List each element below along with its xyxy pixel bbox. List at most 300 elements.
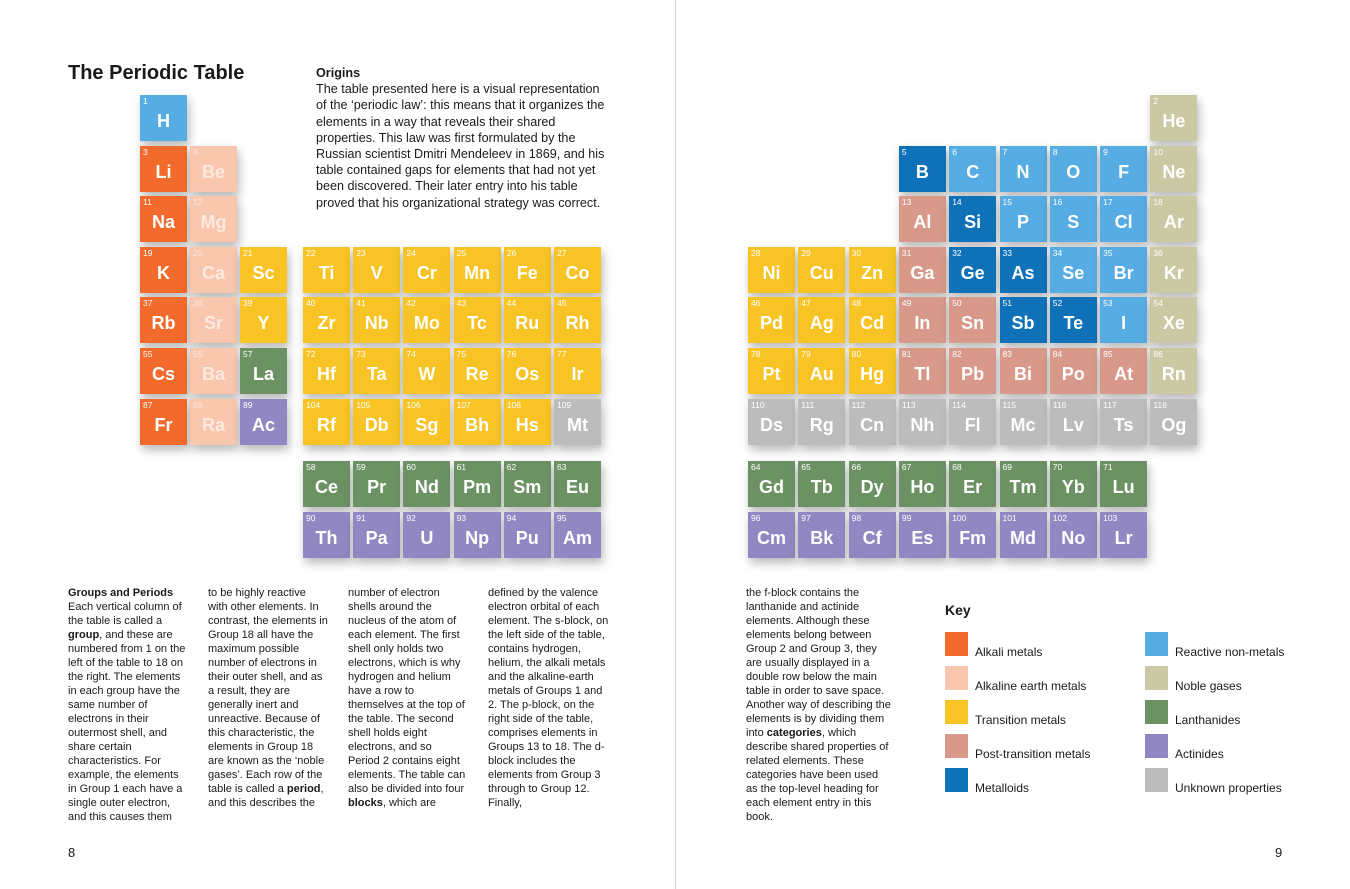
atomic-number: 74 (406, 349, 416, 359)
key-item-unknown (1145, 768, 1335, 795)
element-symbol: Sm (513, 477, 542, 497)
element-symbol: Ru (515, 313, 540, 334)
element-symbol: Ar (1163, 212, 1184, 233)
element-rf (303, 399, 350, 445)
element-na (140, 196, 187, 242)
atomic-number: 111 (801, 399, 815, 410)
atomic-number: 116 (1052, 399, 1067, 410)
element-symbol: Os (515, 364, 540, 384)
atomic-number: 5 (901, 146, 907, 157)
atomic-number: 23 (356, 247, 366, 258)
atomic-number: 35 (1103, 247, 1113, 258)
element-p (1000, 196, 1047, 242)
element-sb (1000, 297, 1047, 343)
atomic-number: 24 (406, 247, 416, 258)
key-swatch (945, 700, 968, 724)
atomic-number: 105 (356, 399, 371, 410)
atomic-number: 18 (1153, 197, 1163, 208)
element-symbol: Ds (759, 414, 783, 435)
key-swatch (945, 632, 968, 656)
key-swatch (945, 768, 968, 792)
element-w (403, 348, 450, 394)
element-al (899, 196, 946, 242)
atomic-number: 9 (1103, 146, 1108, 157)
key-label: Alkaline earth metals (975, 679, 1087, 693)
atomic-number: 55 (143, 349, 153, 359)
atomic-number: 84 (1052, 349, 1063, 359)
atomic-number: 27 (557, 247, 567, 258)
element-mg (190, 196, 237, 242)
element-zr (303, 297, 350, 343)
atomic-number: 30 (851, 247, 862, 258)
element-symbol: Pt (762, 364, 781, 384)
atomic-number: 33 (1002, 247, 1012, 258)
atomic-number: 26 (506, 247, 517, 258)
atomic-number: 34 (1052, 247, 1063, 258)
element-tl (899, 348, 946, 394)
element-pu (504, 512, 551, 558)
element-o (1050, 146, 1097, 192)
element-symbol: As (1011, 262, 1035, 283)
atomic-number: 91 (356, 512, 366, 523)
element-symbol: Cr (416, 262, 437, 283)
element-la (240, 348, 287, 394)
element-symbol: Mt (567, 414, 588, 435)
element-cd (849, 297, 896, 343)
element-symbol: Ra (201, 414, 225, 435)
element-symbol: Bi (1014, 364, 1032, 384)
element-sn (949, 297, 996, 343)
atomic-number: 113 (901, 399, 916, 410)
element-cf (849, 512, 896, 558)
element-symbol: Cn (860, 414, 885, 435)
element-symbol: K (157, 262, 170, 283)
element-symbol: Pu (515, 527, 539, 548)
element-symbol: Og (1161, 414, 1187, 435)
element-symbol: Cl (1114, 212, 1133, 233)
atomic-number: 75 (456, 349, 467, 359)
element-ru (504, 297, 551, 343)
element-rg (798, 399, 845, 445)
origins-section (316, 65, 612, 211)
atomic-number: 86 (1153, 349, 1163, 359)
atomic-number: 53 (1103, 298, 1113, 309)
element-symbol: Te (1063, 313, 1084, 334)
atomic-number: 108 (506, 399, 521, 410)
element-symbol: Th (315, 527, 338, 548)
key-item-alkali (945, 632, 1135, 659)
element-gd (748, 461, 795, 507)
atomic-number: 89 (243, 399, 253, 410)
element-ra (190, 399, 237, 445)
element-symbol: Rn (1161, 364, 1186, 384)
element-symbol: I (1121, 313, 1127, 334)
element-symbol: Xe (1162, 313, 1185, 334)
element-symbol: Bh (465, 414, 490, 435)
atomic-number: 29 (801, 247, 811, 258)
atomic-number: 68 (952, 462, 962, 472)
text-column-5: the f-block contains the lanthanide and actinide elements. Although these elements belong between Group 2 and Group 3, they are usually displayed in a double row below the main table in order to save space. Another way of describing the elements is by dividing them into categories, which describe shared properties of related elements. These categories have been used as the top-level heading for each element entry in this book. (746, 587, 891, 823)
element-y (240, 297, 287, 343)
element-symbol: Nh (910, 414, 935, 435)
element-symbol: B (915, 161, 929, 182)
element-symbol: N (1016, 161, 1030, 182)
element-mc (1000, 399, 1047, 445)
atomic-number: 61 (456, 462, 467, 472)
element-symbol: Hf (317, 364, 336, 384)
atomic-number: 36 (1153, 247, 1163, 258)
element-cr (403, 247, 450, 293)
element-pd (748, 297, 795, 343)
key-swatch (945, 734, 968, 758)
element-fe (504, 247, 551, 293)
key-swatch (1145, 632, 1168, 656)
element-symbol: Rh (565, 313, 590, 334)
atomic-number: 87 (143, 399, 153, 410)
key-title: Key (945, 602, 971, 618)
element-fl (949, 399, 996, 445)
element-symbol: Ba (201, 364, 225, 384)
atomic-number: 8 (1052, 146, 1058, 157)
element-symbol: Pr (367, 477, 387, 497)
atomic-number: 47 (801, 298, 811, 309)
atomic-number: 40 (306, 298, 316, 309)
atomic-number: 101 (1002, 512, 1017, 523)
element-sm (504, 461, 551, 507)
element-symbol: H (157, 111, 170, 131)
element-symbol: Pd (759, 313, 783, 334)
atomic-number: 92 (406, 512, 416, 523)
atomic-number: 19 (143, 247, 153, 258)
element-symbol: Ts (1113, 414, 1134, 435)
element-v (353, 247, 400, 293)
atomic-number: 73 (356, 349, 366, 359)
element-og (1150, 399, 1197, 445)
atomic-number: 93 (456, 512, 467, 523)
element-symbol: Nb (364, 313, 389, 334)
element-symbol: Hg (860, 364, 885, 384)
atomic-number: 82 (952, 349, 962, 359)
element-ga (899, 247, 946, 293)
atomic-number: 110 (751, 399, 765, 410)
element-bk (798, 512, 845, 558)
key-label: Transition metals (975, 713, 1066, 727)
element-symbol: Ni (762, 262, 781, 283)
atomic-number: 49 (901, 298, 912, 309)
element-bh (454, 399, 501, 445)
element-ac (240, 399, 287, 445)
element-symbol: Ho (910, 477, 935, 497)
atomic-number: 71 (1103, 462, 1113, 472)
element-ar (1150, 196, 1197, 242)
element-rn (1150, 348, 1197, 394)
atomic-number: 80 (851, 349, 862, 359)
element-cu (798, 247, 845, 293)
element-symbol: Sb (1011, 313, 1035, 334)
atomic-number: 13 (901, 197, 912, 208)
atomic-number: 83 (1002, 349, 1012, 359)
element-symbol: Ta (366, 364, 387, 384)
element-ho (899, 461, 946, 507)
element-symbol: Yb (1061, 477, 1085, 497)
text-column-3: number of electron shells around the nucleus of the atom of each element. The first shell only holds two electrons, which is why hydrogen and helium have a row to themselves at the top of the table. The second shell holds eight electrons, and so Period 2 contains eight elements. The table can also be divided into four blocks, which are (348, 587, 466, 809)
element-symbol: Cm (756, 527, 786, 548)
atomic-number: 1 (143, 96, 148, 106)
atomic-number: 70 (1052, 462, 1063, 472)
element-ni (748, 247, 795, 293)
element-symbol: Lv (1062, 414, 1084, 435)
key-item-post (945, 734, 1135, 761)
key-item-lanthanide (1145, 700, 1335, 727)
atomic-number: 109 (557, 399, 572, 410)
element-symbol: Eu (565, 477, 589, 497)
element-dy (849, 461, 896, 507)
atomic-number: 60 (406, 462, 416, 472)
atomic-number: 56 (193, 349, 203, 359)
element-symbol: Rg (809, 414, 834, 435)
atomic-number: 42 (406, 298, 416, 309)
element-mt (554, 399, 601, 445)
atomic-number: 16 (1052, 197, 1063, 208)
element-fm (949, 512, 996, 558)
element-s (1050, 196, 1097, 242)
atomic-number: 59 (356, 462, 366, 472)
element-symbol: Sc (252, 262, 275, 283)
element-symbol: In (914, 313, 931, 334)
atomic-number: 39 (243, 298, 253, 309)
element-symbol: Co (565, 262, 590, 283)
element-k (140, 247, 187, 293)
element-xe (1150, 297, 1197, 343)
element-pt (748, 348, 795, 394)
element-symbol: Rb (151, 313, 176, 334)
atomic-number: 94 (506, 512, 517, 523)
atomic-number: 45 (557, 298, 567, 309)
element-symbol: Er (963, 477, 983, 497)
atomic-number: 106 (406, 399, 421, 410)
atomic-number: 20 (193, 247, 203, 258)
key-label: Metalloids (975, 781, 1030, 795)
element-symbol: Pm (463, 477, 492, 497)
key-label: Alkali metals (975, 645, 1043, 659)
atomic-number: 46 (751, 298, 761, 309)
element-ds (748, 399, 795, 445)
element-tc (454, 297, 501, 343)
element-yb (1050, 461, 1097, 507)
element-symbol: Md (1010, 527, 1036, 548)
element-tb (798, 461, 845, 507)
key-label: Reactive non-metals (1175, 645, 1285, 659)
element-symbol: Se (1062, 262, 1085, 283)
element-rb (140, 297, 187, 343)
key-swatch (1145, 734, 1168, 758)
atomic-number: 51 (1002, 298, 1012, 309)
element-at (1100, 348, 1147, 394)
element-in (899, 297, 946, 343)
element-nd (403, 461, 450, 507)
element-symbol: Na (151, 212, 175, 233)
atomic-number: 3 (143, 146, 148, 157)
atomic-number: 50 (952, 298, 962, 309)
element-symbol: Pa (365, 527, 388, 548)
atomic-number: 104 (306, 399, 321, 410)
element-ir (554, 348, 601, 394)
key-item-actinide (1145, 734, 1335, 761)
atomic-number: 11 (143, 197, 152, 208)
text-column-2: to be highly reactive with other elements. In contrast, the elements in Group 18 all have the maximum possible number of electrons in their outer shell, and as a result, they are generally inert and unreactive. Because of this characteristic, the elements in Group 18 are known as the ‘noble gases’. Each row of the table is called a period, and this describes the (208, 587, 328, 809)
key-swatch (1145, 666, 1168, 690)
atomic-number: 79 (801, 349, 811, 359)
atomic-number: 17 (1103, 197, 1113, 208)
atomic-number: 25 (456, 247, 467, 258)
element-am (554, 512, 601, 558)
atomic-number: 57 (243, 349, 253, 359)
origins-text: The table presented here is a visual representation of the ‘periodic law’: this means that it organizes the elements in a way that reveals their shared properties. This law was first formulated by the Russian scientist Dmitri Mendeleev in 1869, and his table contained gaps for elements that had not yet been discovered. Their later entry into his table proved that his organizational strategy was correct. (316, 82, 605, 210)
element-symbol: Cs (151, 364, 175, 384)
element-mo (403, 297, 450, 343)
element-bi (1000, 348, 1047, 394)
atomic-number: 64 (751, 462, 761, 472)
element-lu (1100, 461, 1147, 507)
element-ca (190, 247, 237, 293)
key-item-noble (1145, 666, 1335, 693)
element-symbol: Tb (810, 477, 833, 497)
key-swatch (1145, 768, 1168, 792)
element-es (899, 512, 946, 558)
element-hs (504, 399, 551, 445)
element-hf (303, 348, 350, 394)
element-symbol: No (1061, 527, 1086, 548)
element-b (899, 146, 946, 192)
element-sc (240, 247, 287, 293)
element-symbol: C (966, 161, 980, 182)
element-rh (554, 297, 601, 343)
key-swatch (1145, 700, 1168, 724)
atomic-number: 95 (557, 512, 567, 523)
element-cs (140, 348, 187, 394)
atomic-number: 2 (1153, 96, 1159, 106)
element-symbol: Bk (810, 527, 834, 548)
element-symbol: Mo (413, 313, 440, 334)
element-symbol: Fl (964, 414, 981, 435)
element-pa (353, 512, 400, 558)
element-as (1000, 247, 1047, 293)
element-symbol: Br (1113, 262, 1134, 283)
atomic-number: 44 (506, 298, 517, 309)
atomic-number: 77 (557, 349, 567, 359)
key-item-nonmetal (1145, 632, 1335, 659)
element-np (454, 512, 501, 558)
element-symbol: U (420, 527, 434, 548)
key-item-transition (945, 700, 1135, 727)
element-tm (1000, 461, 1047, 507)
element-symbol: Be (201, 161, 225, 182)
element-symbol: Fe (516, 262, 538, 283)
element-symbol: Tc (467, 313, 487, 334)
element-symbol: Ga (910, 262, 935, 283)
atomic-number: 115 (1002, 399, 1017, 410)
atomic-number: 21 (243, 247, 253, 258)
element-symbol: Tl (914, 364, 931, 384)
atomic-number: 107 (456, 399, 471, 410)
atomic-number: 76 (506, 349, 517, 359)
element-u (403, 512, 450, 558)
atomic-number: 37 (143, 298, 153, 309)
atomic-number: 28 (751, 247, 761, 258)
element-pm (454, 461, 501, 507)
element-pr (353, 461, 400, 507)
atomic-number: 102 (1052, 512, 1067, 523)
element-br (1100, 247, 1147, 293)
element-symbol: Po (1061, 364, 1085, 384)
element-symbol: Ce (314, 477, 338, 497)
atomic-number: 81 (901, 349, 912, 359)
element-symbol: Dy (860, 477, 884, 497)
element-eu (554, 461, 601, 507)
element-sr (190, 297, 237, 343)
element-symbol: Zr (317, 313, 336, 334)
element-symbol: Rf (317, 414, 336, 435)
element-mn (454, 247, 501, 293)
element-no (1050, 512, 1097, 558)
atomic-number: 15 (1002, 197, 1012, 208)
element-symbol: Kr (1163, 262, 1184, 283)
element-zn (849, 247, 896, 293)
atomic-number: 6 (952, 146, 957, 157)
atomic-number: 12 (193, 197, 203, 208)
element-h (140, 95, 187, 141)
atomic-number: 65 (801, 462, 811, 472)
atomic-number: 31 (901, 247, 912, 258)
atomic-number: 88 (193, 399, 203, 410)
element-md (1000, 512, 1047, 558)
element-pb (949, 348, 996, 394)
element-cm (748, 512, 795, 558)
atomic-number: 10 (1153, 146, 1163, 157)
element-symbol: Sg (415, 414, 439, 435)
element-si (949, 196, 996, 242)
element-symbol: Fm (959, 527, 987, 548)
element-symbol: Ge (960, 262, 985, 283)
element-ti (303, 247, 350, 293)
element-symbol: Si (964, 212, 982, 233)
page-number-right: 9 (1275, 845, 1283, 860)
element-co (554, 247, 601, 293)
key-label: Unknown properties (1175, 781, 1282, 795)
atomic-number: 72 (306, 349, 316, 359)
element-symbol: W (418, 364, 436, 384)
element-symbol: Fr (154, 414, 173, 435)
atomic-number: 54 (1153, 298, 1163, 309)
element-symbol: Am (562, 527, 592, 548)
atomic-number: 112 (851, 399, 866, 410)
element-db (353, 399, 400, 445)
element-be (190, 146, 237, 192)
text-column-1: Groups and Periods Each vertical column of the table is called a group, and these are numbered from 1 on the left of the table to 18 on the right. The elements in each group have the same number of electrons in their outermost shell, and share certain characteristics. For example, the elements in Group 1 each have a single outer electron, and this causes them (68, 587, 186, 823)
element-symbol: Sn (961, 313, 985, 334)
atomic-number: 99 (901, 512, 912, 523)
element-symbol: Mn (464, 262, 491, 283)
element-n (1000, 146, 1047, 192)
element-symbol: Lr (1114, 527, 1133, 548)
element-os (504, 348, 551, 394)
element-ts (1100, 399, 1147, 445)
atomic-number: 62 (506, 462, 517, 472)
key-item-metalloid (945, 768, 1135, 795)
element-er (949, 461, 996, 507)
element-symbol: Gd (759, 477, 784, 497)
element-c (949, 146, 996, 192)
